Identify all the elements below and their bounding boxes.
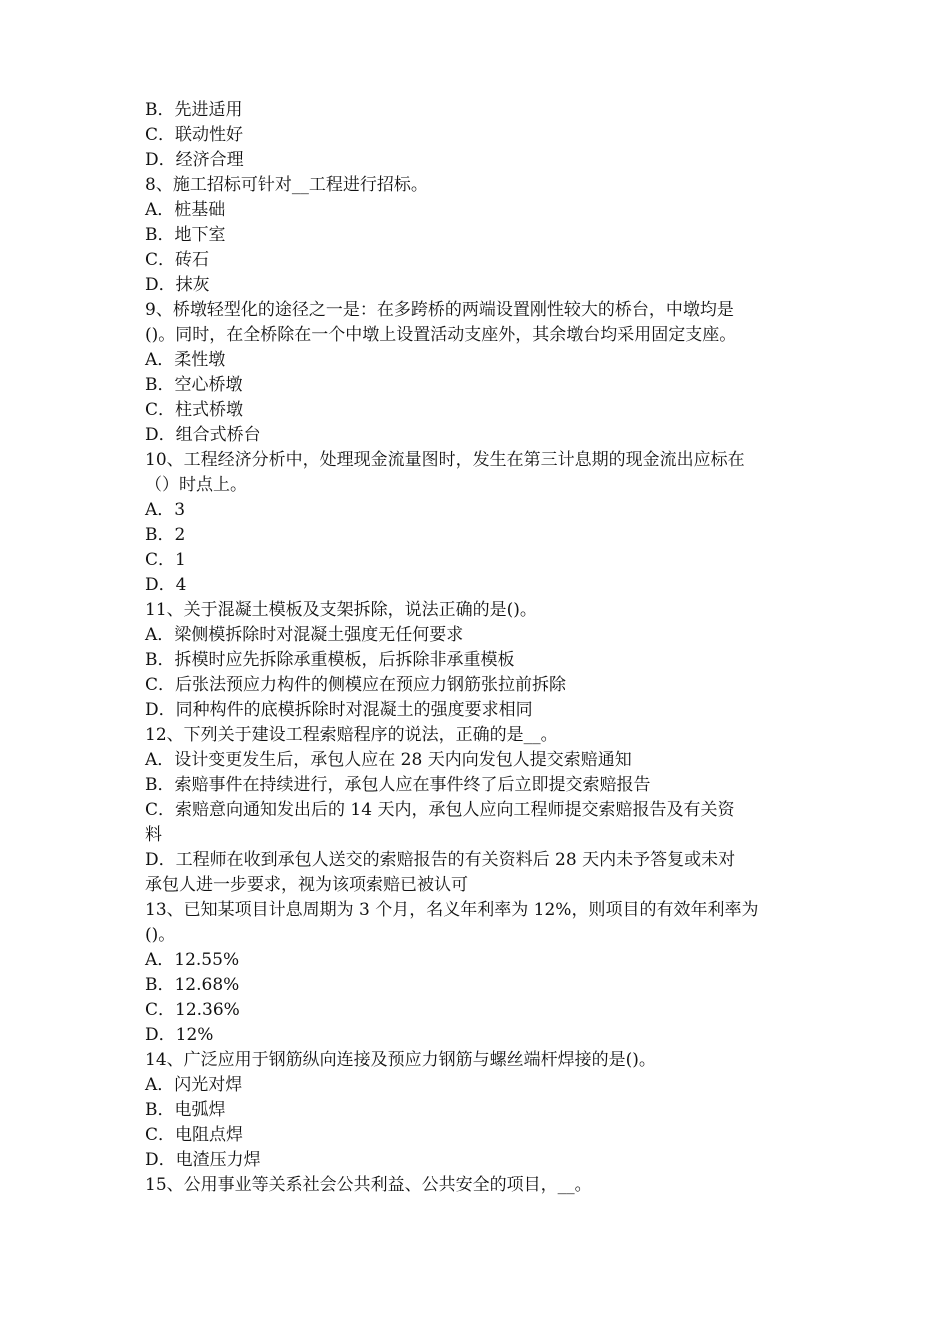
text-line: D．组合式桥台 [145,425,261,445]
document-page [145,98,810,1198]
text-line: 料 [145,825,162,845]
text-line: B．拆模时应先拆除承重模板，后拆除非承重模板 [145,650,515,670]
text-line: C．电阻点焊 [145,1125,244,1145]
text-line: C．柱式桥墩 [145,400,244,420]
text-line: 承包人进一步要求，视为该项索赔已被认可 [145,875,468,895]
text-line: D．4 [145,575,187,595]
text-line: C．联动性好 [145,125,244,145]
text-line: B．空心桥墩 [145,375,243,395]
text-line: D．12% [145,1025,214,1045]
question-line: 13、已知某项目计息周期为 3 个月，名义年利率为 12%，则项目的有效年利率为 [145,900,759,920]
text-line: A．桩基础 [145,200,226,220]
text-line: B．2 [145,525,186,545]
question-line: 11、关于混凝土模板及支架拆除，说法正确的是()。 [145,600,537,620]
question-line: ()。同时，在全桥除在一个中墩上设置活动支座外，其余墩台均采用固定支座。 [145,325,737,345]
question-line: 15、公用事业等关系社会公共利益、公共安全的项目，__。 [145,1175,592,1195]
text-line: B．地下室 [145,225,226,245]
text-line: B．12.68% [145,975,240,995]
text-line: C．后张法预应力构件的侧模应在预应力钢筋张拉前拆除 [145,675,567,695]
question-line: 10、工程经济分析中，处理现金流量图时，发生在第三计息期的现金流出应标在 [145,450,745,470]
text-line: A．柔性墩 [145,350,226,370]
text-line: A．3 [145,500,186,520]
text-line: D．电渣压力焊 [145,1150,261,1170]
question-line: 9、桥墩轻型化的途径之一是：在多跨桥的两端设置刚性较大的桥台，中墩均是 [145,300,734,320]
question-line: 8、施工招标可针对__工程进行招标。 [145,175,428,195]
text-line: A．梁侧模拆除时对混凝土强度无任何要求 [145,625,464,645]
text-line: C．索赔意向通知发出后的 14 天内，承包人应向工程师提交索赔报告及有关资 [145,800,735,820]
text-line: B．索赔事件在持续进行，承包人应在事件终了后立即提交索赔报告 [145,775,651,795]
question-line: 14、广泛应用于钢筋纵向连接及预应力钢筋与螺丝端杆焊接的是()。 [145,1050,656,1070]
text-line: C．砖石 [145,250,210,270]
text-line: D．工程师在收到承包人送交的索赔报告的有关资料后 28 天内未予答复或未对 [145,850,736,870]
question-line: ()。 [145,925,176,945]
text-line: B．电弧焊 [145,1100,226,1120]
text-line: A．12.55% [145,950,240,970]
question-line: （）时点上。 [145,475,247,495]
text-line: D．抹灰 [145,275,210,295]
text-line: C．1 [145,550,186,570]
text-line: A．闪光对焊 [145,1075,243,1095]
text-line: A．设计变更发生后，承包人应在 28 天内向发包人提交索赔通知 [145,750,632,770]
question-line: 12、下列关于建设工程索赔程序的说法，正确的是__。 [145,725,558,745]
text-line: C．12.36% [145,1000,240,1020]
text-line: B．先进适用 [145,100,243,120]
text-line: D．同种构件的底模拆除时对混凝土的强度要求相同 [145,700,533,720]
text-line: D．经济合理 [145,150,244,170]
